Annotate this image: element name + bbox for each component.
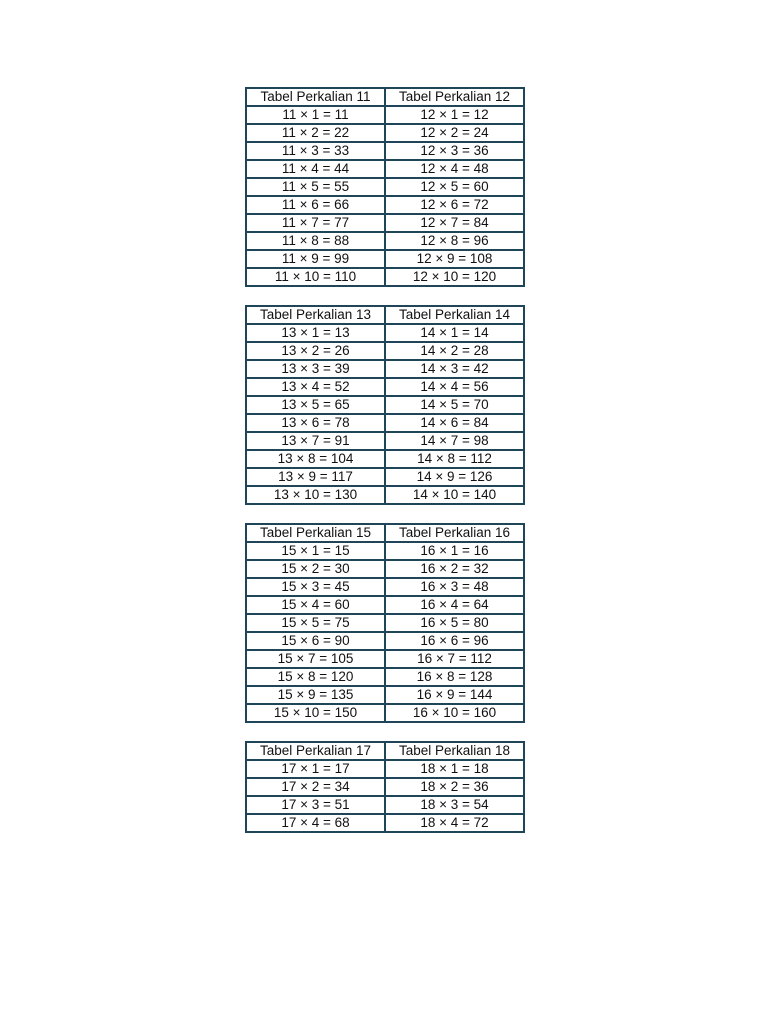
table-row xyxy=(246,268,524,286)
table-cell: 18 × 2 = 36 xyxy=(385,778,524,796)
table-cell: 12 × 7 = 84 xyxy=(385,214,524,232)
table-row xyxy=(246,686,524,704)
table-row xyxy=(246,668,524,686)
multiplication-tables xyxy=(245,87,523,851)
table-header-row xyxy=(246,88,524,106)
table-cell: 14 × 3 = 42 xyxy=(385,360,524,378)
table-row xyxy=(246,760,524,778)
table-row xyxy=(246,450,524,468)
table-cell: 18 × 3 = 54 xyxy=(385,796,524,814)
table-cell: 17 × 3 = 51 xyxy=(246,796,385,814)
table-cell: 15 × 8 = 120 xyxy=(246,668,385,686)
table-cell: 14 × 4 = 56 xyxy=(385,378,524,396)
table-row xyxy=(246,106,524,124)
table-cell: 13 × 10 = 130 xyxy=(246,486,385,504)
table-cell: 15 × 9 = 135 xyxy=(246,686,385,704)
table-cell: 18 × 4 = 72 xyxy=(385,814,524,832)
table-cell: 11 × 1 = 11 xyxy=(246,106,385,124)
table-header: Tabel Perkalian 11 xyxy=(246,88,385,106)
table-row xyxy=(246,360,524,378)
table-cell: 14 × 8 = 112 xyxy=(385,450,524,468)
multiplication-table xyxy=(245,305,525,505)
table-cell: 11 × 10 = 110 xyxy=(246,268,385,286)
table-cell: 13 × 1 = 13 xyxy=(246,324,385,342)
table-row xyxy=(246,778,524,796)
table-cell: 11 × 4 = 44 xyxy=(246,160,385,178)
table-row xyxy=(246,650,524,668)
table-cell: 12 × 1 = 12 xyxy=(385,106,524,124)
table-row xyxy=(246,542,524,560)
table-cell: 16 × 2 = 32 xyxy=(385,560,524,578)
table-cell: 15 × 7 = 105 xyxy=(246,650,385,668)
table-row xyxy=(246,704,524,722)
table-row xyxy=(246,432,524,450)
table-cell: 12 × 10 = 120 xyxy=(385,268,524,286)
table-cell: 13 × 9 = 117 xyxy=(246,468,385,486)
table-cell: 13 × 6 = 78 xyxy=(246,414,385,432)
table-cell: 16 × 4 = 64 xyxy=(385,596,524,614)
table-cell: 16 × 5 = 80 xyxy=(385,614,524,632)
table-row xyxy=(246,160,524,178)
table-cell: 11 × 5 = 55 xyxy=(246,178,385,196)
table-row xyxy=(246,560,524,578)
table-row xyxy=(246,196,524,214)
table-row xyxy=(246,378,524,396)
table-cell: 16 × 8 = 128 xyxy=(385,668,524,686)
multiplication-table xyxy=(245,87,525,287)
table-row xyxy=(246,232,524,250)
table-row xyxy=(246,324,524,342)
table-header: Tabel Perkalian 18 xyxy=(385,742,524,760)
table-cell: 13 × 5 = 65 xyxy=(246,396,385,414)
table-cell: 16 × 10 = 160 xyxy=(385,704,524,722)
table-cell: 16 × 9 = 144 xyxy=(385,686,524,704)
multiplication-table xyxy=(245,523,525,723)
table-cell: 12 × 5 = 60 xyxy=(385,178,524,196)
table-row xyxy=(246,178,524,196)
table-header: Tabel Perkalian 16 xyxy=(385,524,524,542)
table-cell: 17 × 2 = 34 xyxy=(246,778,385,796)
table-cell: 14 × 7 = 98 xyxy=(385,432,524,450)
table-cell: 14 × 2 = 28 xyxy=(385,342,524,360)
table-cell: 13 × 4 = 52 xyxy=(246,378,385,396)
table-cell: 15 × 5 = 75 xyxy=(246,614,385,632)
table-cell: 13 × 3 = 39 xyxy=(246,360,385,378)
table-row xyxy=(246,396,524,414)
table-cell: 14 × 10 = 140 xyxy=(385,486,524,504)
table-cell: 11 × 2 = 22 xyxy=(246,124,385,142)
table-cell: 16 × 7 = 112 xyxy=(385,650,524,668)
table-cell: 12 × 2 = 24 xyxy=(385,124,524,142)
table-header: Tabel Perkalian 13 xyxy=(246,306,385,324)
table-cell: 14 × 5 = 70 xyxy=(385,396,524,414)
table-header: Tabel Perkalian 17 xyxy=(246,742,385,760)
table-header-row xyxy=(246,524,524,542)
table-cell: 15 × 10 = 150 xyxy=(246,704,385,722)
table-row xyxy=(246,486,524,504)
table-cell: 15 × 3 = 45 xyxy=(246,578,385,596)
table-row xyxy=(246,342,524,360)
table-row xyxy=(246,250,524,268)
multiplication-table xyxy=(245,741,525,833)
table-row xyxy=(246,614,524,632)
table-cell: 13 × 8 = 104 xyxy=(246,450,385,468)
table-cell: 12 × 8 = 96 xyxy=(385,232,524,250)
table-row xyxy=(246,578,524,596)
table-header: Tabel Perkalian 12 xyxy=(385,88,524,106)
table-header: Tabel Perkalian 14 xyxy=(385,306,524,324)
table-cell: 13 × 7 = 91 xyxy=(246,432,385,450)
table-cell: 15 × 2 = 30 xyxy=(246,560,385,578)
table-cell: 11 × 9 = 99 xyxy=(246,250,385,268)
table-row xyxy=(246,214,524,232)
table-cell: 17 × 4 = 68 xyxy=(246,814,385,832)
table-row xyxy=(246,796,524,814)
table-row xyxy=(246,632,524,650)
table-cell: 16 × 6 = 96 xyxy=(385,632,524,650)
table-cell: 17 × 1 = 17 xyxy=(246,760,385,778)
table-cell: 12 × 4 = 48 xyxy=(385,160,524,178)
table-row xyxy=(246,142,524,160)
table-header: Tabel Perkalian 15 xyxy=(246,524,385,542)
table-row xyxy=(246,596,524,614)
table-cell: 12 × 6 = 72 xyxy=(385,196,524,214)
table-cell: 12 × 3 = 36 xyxy=(385,142,524,160)
table-cell: 16 × 1 = 16 xyxy=(385,542,524,560)
table-row xyxy=(246,414,524,432)
table-cell: 11 × 7 = 77 xyxy=(246,214,385,232)
table-cell: 15 × 4 = 60 xyxy=(246,596,385,614)
table-cell: 14 × 9 = 126 xyxy=(385,468,524,486)
table-row xyxy=(246,124,524,142)
table-cell: 14 × 6 = 84 xyxy=(385,414,524,432)
table-cell: 11 × 8 = 88 xyxy=(246,232,385,250)
table-cell: 15 × 6 = 90 xyxy=(246,632,385,650)
table-cell: 11 × 3 = 33 xyxy=(246,142,385,160)
table-row xyxy=(246,814,524,832)
table-cell: 11 × 6 = 66 xyxy=(246,196,385,214)
table-header-row xyxy=(246,742,524,760)
table-cell: 13 × 2 = 26 xyxy=(246,342,385,360)
table-cell: 12 × 9 = 108 xyxy=(385,250,524,268)
table-cell: 15 × 1 = 15 xyxy=(246,542,385,560)
table-cell: 18 × 1 = 18 xyxy=(385,760,524,778)
table-header-row xyxy=(246,306,524,324)
table-cell: 14 × 1 = 14 xyxy=(385,324,524,342)
table-row xyxy=(246,468,524,486)
table-cell: 16 × 3 = 48 xyxy=(385,578,524,596)
